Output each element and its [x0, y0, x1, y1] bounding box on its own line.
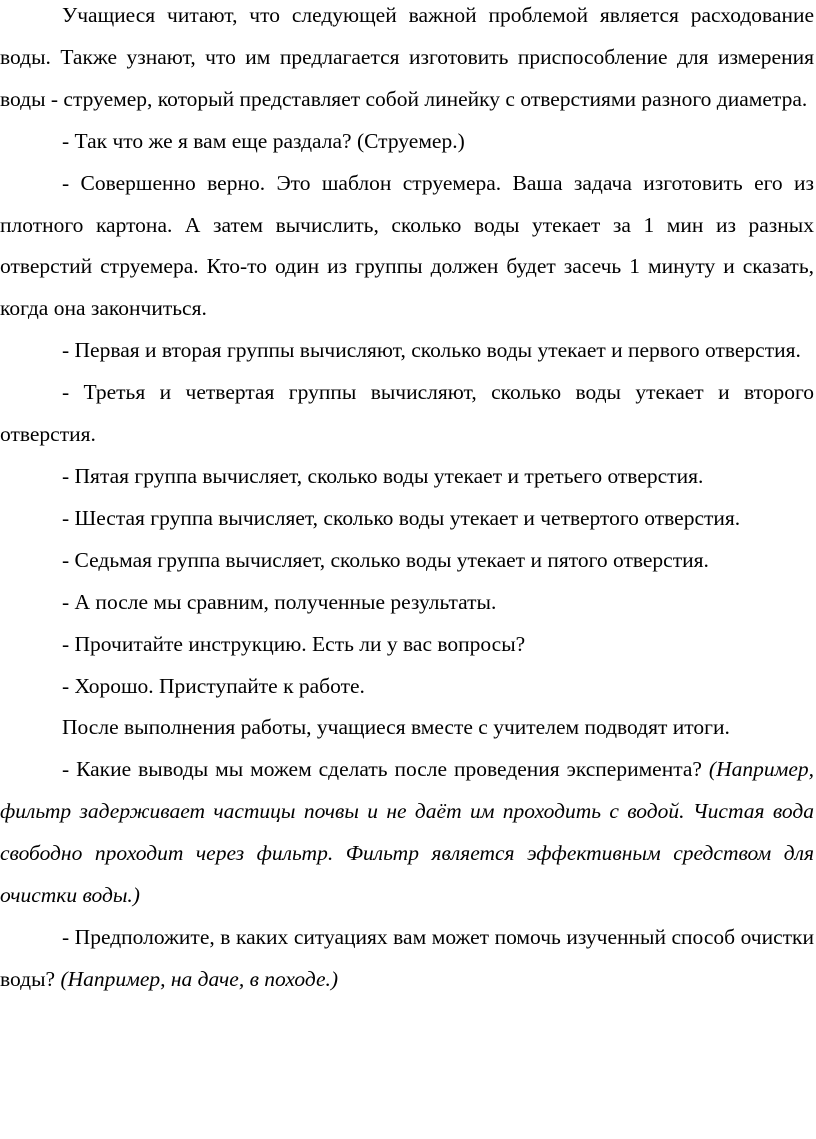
italic-answer-text: (Например, на даче, в походе.): [60, 966, 339, 991]
question-text: - Предположите, в каких ситуациях вам может помочь изученный способ очистки воды?: [0, 924, 814, 991]
question-text: - Какие выводы мы можем сделать после проведения эксперимента?: [62, 757, 702, 782]
paragraph: - Первая и вторая группы вычисляют, сколько воды утекает и первого отверстия.: [62, 338, 801, 363]
paragraph: После выполнения работы, учащиеся вместе с учителем подводят итоги.: [62, 715, 730, 740]
paragraph: - Совершенно верно. Это шаблон струемера. Ваша задача изготовить его из плотного картона. А затем вычислить, сколько воды утекает за 1 мин из разных отверстий струемера. Кто-то один из группы должен будет засечь 1 минуту и сказать, когда она закончиться.: [0, 170, 814, 321]
paragraph-with-italic-answer: [0, 749, 814, 917]
paragraph: - Так что же я вам еще раздала? (Струемер.): [62, 128, 465, 153]
paragraph: - Пятая группа вычисляет, сколько воды утекает и третьего отверстия.: [62, 463, 704, 488]
paragraph: - Прочитайте инструкцию. Есть ли у вас вопросы?: [62, 631, 526, 656]
paragraph: - Третья и четвертая группы вычисляют, сколько воды утекает и второго отверстия.: [0, 380, 814, 447]
paragraph: - Седьмая группа вычисляет, сколько воды утекает и пятого отверстия.: [62, 547, 709, 572]
italic-answer-text: (Например, фильтр задерживает частицы почвы и не даёт им проходить с водой. Чистая вода свободно проходит через фильтр. Фильтр является эффективным средством для очистки воды.): [0, 757, 814, 908]
paragraph: - А после мы сравним, полученные результаты.: [62, 589, 497, 614]
paragraph: - Хорошо. Приступайте к работе.: [62, 673, 365, 698]
paragraph: - Шестая группа вычисляет, сколько воды утекает и четвертого отверстия.: [62, 505, 741, 530]
paragraph: Учащиеся читают, что следующей важной проблемой является расходование воды. Также узнают, что им предлагается изготовить приспособление для измерения воды - струемер, который представляет собой линейку с отверстиями разного диаметра.: [0, 3, 814, 111]
paragraph-with-italic-answer: [0, 917, 814, 1001]
